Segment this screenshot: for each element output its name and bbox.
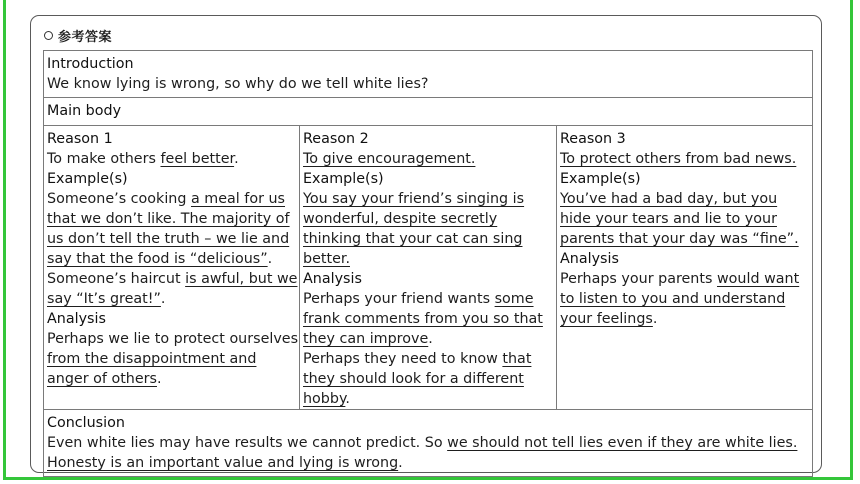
reason-2-analysis-heading: Analysis [303,271,362,287]
reason-3-example: You’ve had a bad day, but you hide your tears and lie to your parents that your day was “fine”. [560,191,799,247]
conclusion-heading: Conclusion [47,415,125,431]
reason-1-analysis-heading: Analysis [47,311,106,327]
reasons-row [44,126,812,410]
main-body-row [44,98,812,126]
reason-2-analysis-a: Perhaps your friend wants some frank comments from you so that they can improve. [303,291,543,347]
reason-2-example: You say your friend’s singing is wonderful, despite secretly thinking that your cat can sing better. [303,191,525,267]
reason-1-cell [44,126,300,409]
reason-1-example-b: Someone’s haircut is awful, but we say “It’s great!”. [47,271,298,307]
panel-title [44,26,112,45]
conclusion-row [44,410,812,476]
conclusion-text: Even white lies may have results we cannot predict. So we should not tell lies even if they are white lies. Honesty is an important value and lying is wrong. [47,435,798,471]
introduction-row [44,51,812,98]
essay-outline-table [43,50,813,477]
reason-2-analysis-b: Perhaps they need to know that they should look for a different hobby. [303,351,532,407]
reason-3-analysis-heading: Analysis [560,251,619,267]
introduction-heading: Introduction [47,56,134,72]
reason-1-heading: Reason 1 [47,131,113,147]
reason-2-text: To give encouragement. [303,151,476,167]
reason-3-cell [557,126,812,409]
answer-panel [30,15,822,473]
reason-2-heading: Reason 2 [303,131,369,147]
reason-1-example-a: Someone’s cooking a meal for us that we don’t like. The majority of us don’t tell the truth – we lie and say that the food is “delicious”. [47,191,290,267]
main-body-heading: Main body [47,103,122,119]
panel-title-text: 参考答案 [58,30,113,45]
reason-2-cell [300,126,557,409]
reason-3-example-heading: Example(s) [560,171,641,187]
reason-3-text: To protect others from bad news. [560,151,797,167]
circle-icon [44,31,53,40]
reason-1-analysis: Perhaps we lie to protect ourselves from the disappointment and anger of others. [47,331,299,387]
introduction-text: We know lying is wrong, so why do we tell white lies? [47,76,429,92]
reason-3-analysis: Perhaps your parents would want to listen to you and understand your feelings. [560,271,800,327]
reason-1-example-heading: Example(s) [47,171,128,187]
reason-2-example-heading: Example(s) [303,171,384,187]
reason-3-heading: Reason 3 [560,131,626,147]
reason-1-text: To make others feel better. [47,151,239,167]
